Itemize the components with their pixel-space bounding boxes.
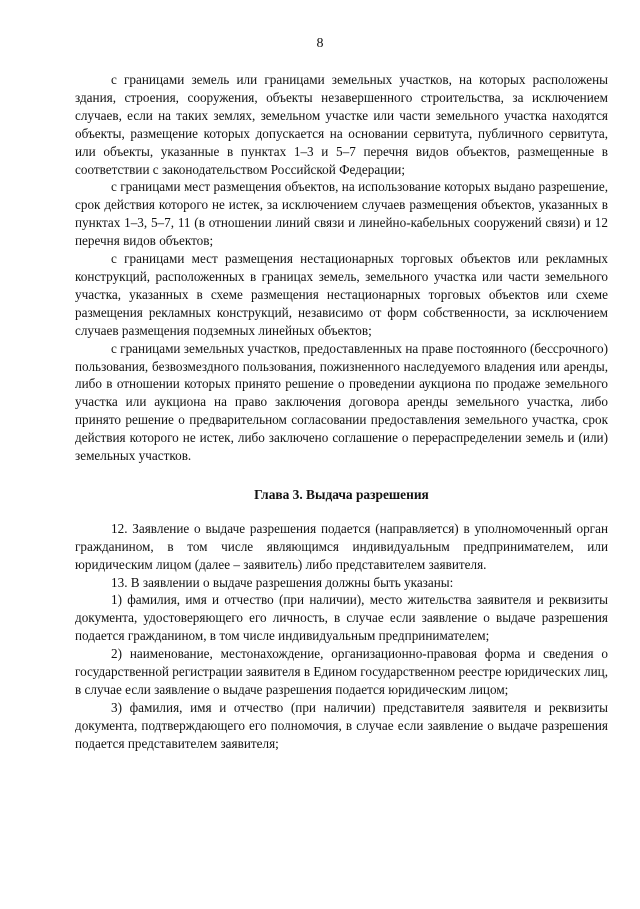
page-number: 8 [316, 36, 324, 51]
paragraph-clause-12: 12. Заявление о выдаче разрешения подается (направляется) в уполномоченный орган гражданином, в том числе являющимся индивидуальным предпринимателем, или юридическим лицом (далее – заявитель) либо представителем заявителя. [75, 520, 608, 572]
paragraph-clause-13: 13. В заявлении о выдаче разрешения должны быть указаны: [111, 574, 454, 590]
paragraph-item-3: 3) фамилия, имя и отчество (при наличии) представителя заявителя и реквизиты документа, подтверждающего его полномочия, в случае если заявление о выдаче разрешения подается представителем заявителя; [75, 699, 608, 751]
paragraph-boundaries-buildings: с границами земель или границами земельных участков, на которых расположены здания, строения, сооружения, объекты незавершенного строительства, за исключением случаев, если на таких землях, земельном участке или части земельного участка находятся объекты, размещение которых допускается на основании сервитута, публичного сервитута, или объекты, указанные в пунктах 1–3 и 5–7 перечня видов объектов, размещенные в соответствии с законодательством Российской Федерации; [75, 72, 608, 177]
paragraph-boundaries-permitted-objects: с границами мест размещения объектов, на использование которых выдано разрешение, срок действия которого не истек, за исключением случаев размещения объектов, указанных в пунктах 1–3, 5–7, 11 (в отношении линий связи и линейно-кабельных сооружений связи) и 12 перечня видов объектов; [75, 179, 608, 249]
paragraph-item-2: 2) наименование, местонахождение, организационно-правовая форма и сведения о государственной регистрации заявителя в Едином государственном реестре юридических лиц, в случае если заявление о выдаче разрешения подается юридическим лицом; [75, 646, 609, 697]
paragraph-boundaries-land-plots: с границами земельных участков, предоставленных на праве постоянного (бессрочного) пользования, безвозмездного пользования, пожизненного наследуемого владения или аренды, либо в отношении которых принято решение о проведении аукциона по продаже земельного участка или аукциона на право заключения договора аренды земельного участка, либо принято решение о предварительном согласовании предоставления земельного участка, срок действия которого не истек, либо заключено соглашение о перераспределении земель и (или) земельных участков. [75, 340, 608, 464]
page-body [75, 71, 608, 753]
chapter-heading: Глава 3. Выдача разрешения [254, 486, 429, 502]
paragraph-item-1: 1) фамилия, имя и отчество (при наличии), место жительства заявителя и реквизиты документа, удостоверяющего его личность, в случае если заявление о выдаче разрешения подается гражданином, в том числе индивидуальным предпринимателем; [75, 592, 608, 644]
paragraph-boundaries-nonstationary-objects: с границами мест размещения нестационарных торговых объектов или рекламных конструкций, расположенных в границах земель, земельного участка или части земельного участка, указанных в схеме размещения нестационарных торговых объектов или схеме размещения рекламных конструкций, независимо от форм собственности, за исключением случаев размещения подземных линейных объектов; [75, 251, 608, 338]
